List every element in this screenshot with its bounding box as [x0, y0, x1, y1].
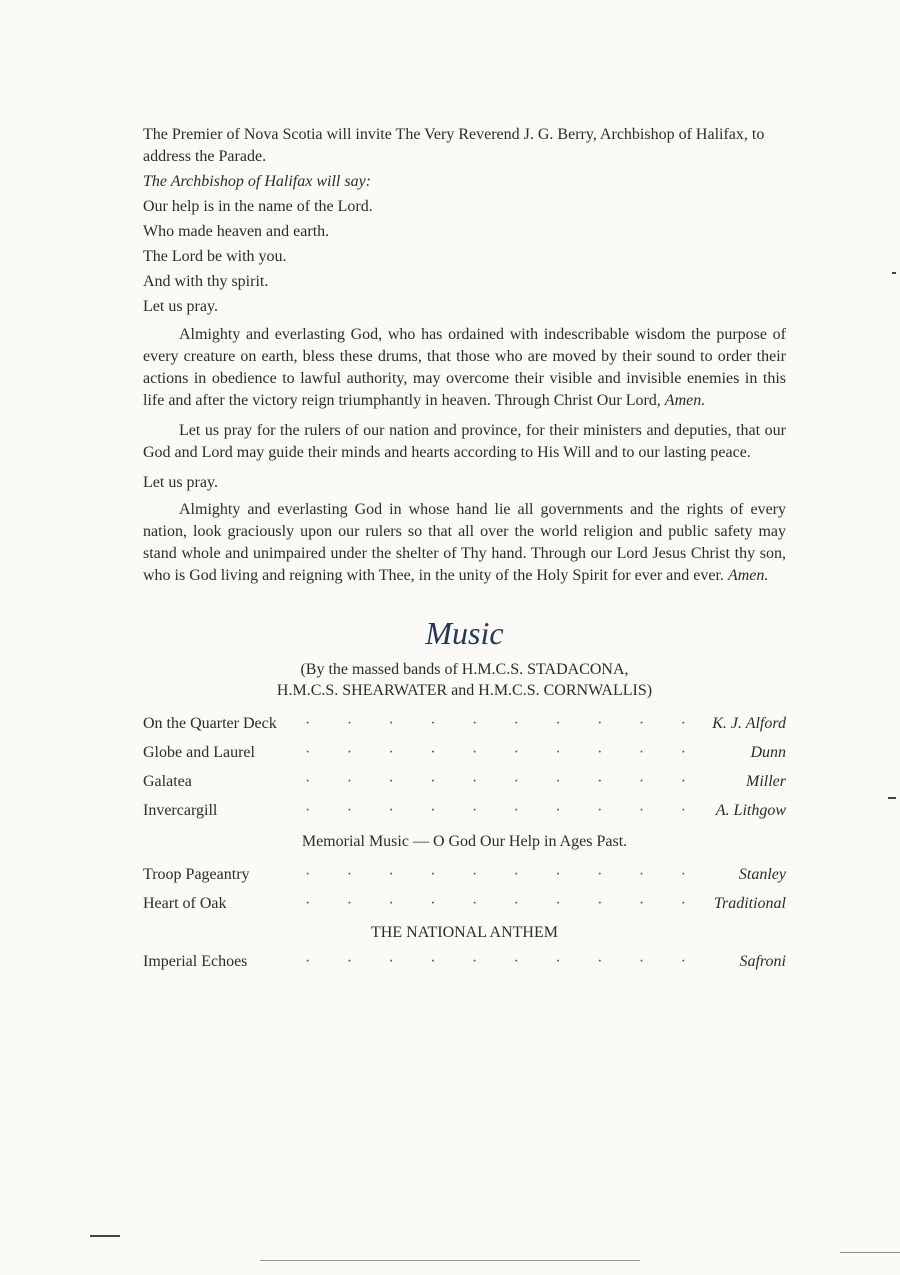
national-anthem: THE NATIONAL ANTHEM — [371, 924, 558, 941]
music-subtitle-line2: H.M.C.S. SHEARWATER and H.M.C.S. CORNWALLIS) — [276, 682, 653, 699]
music-row — [143, 889, 786, 918]
leader-dots: · · · · · · · · · · — [305, 866, 686, 883]
music-row — [143, 796, 786, 825]
music-title: Troop Pageantry — [143, 866, 250, 883]
prayer-governments-amen: Amen. — [727, 567, 769, 584]
versicle-line: Let us pray. — [143, 298, 218, 315]
music-composer: A. Lithgow — [715, 802, 786, 819]
prayer-governments — [143, 499, 786, 587]
invitation-text: The Premier of Nova Scotia will invite The Very Reverend J. G. Berry, Archbishop of Halifax, to address the Parade. — [143, 126, 765, 165]
music-composer: Safroni — [739, 953, 786, 970]
versicle-line: And with thy spirit. — [143, 273, 269, 290]
music-row — [143, 738, 786, 767]
leader-dots: · · · · · · · · · · — [305, 744, 686, 761]
prayer-drums-text: Almighty and everlasting God, who has ordained with indescribable wisdom the purpose of every creature on earth, bless these drums, that those who are moved by their sound to order their actions in obedience to lawful authority, may overcome their visible and invisible enemies in this life and after the victory reign triumphantly in heaven. Through Christ Our Lord, — [143, 326, 786, 409]
leader-dots: · · · · · · · · · · — [305, 773, 686, 790]
leader-dots: · · · · · · · · · · — [305, 953, 686, 970]
music-row — [143, 709, 786, 738]
music-subtitle-line1: (By the massed bands of H.M.C.S. STADACONA, — [300, 661, 629, 678]
let-us-pray: Let us pray. — [143, 474, 218, 491]
leader-dots: · · · · · · · · · · — [305, 715, 686, 732]
music-title: On the Quarter Deck — [143, 715, 277, 732]
music-row — [143, 947, 786, 976]
music-heading: Music — [425, 615, 504, 651]
music-composer: Traditional — [713, 895, 786, 912]
prayer-drums — [143, 324, 786, 412]
versicle-line: Who made heaven and earth. — [143, 223, 330, 240]
program-page — [143, 124, 786, 976]
scan-mark — [90, 1235, 120, 1237]
memorial-music: Memorial Music — O God Our Help in Ages Past. — [301, 833, 628, 850]
music-title: Galatea — [143, 773, 192, 790]
music-composer: Miller — [746, 773, 786, 790]
prayer-rulers: Let us pray for the rulers of our nation and province, for their ministers and deputies, that our God and Lord may guide their minds and hearts according to His Will and to our lasting peace. — [143, 422, 786, 461]
music-title: Globe and Laurel — [143, 744, 255, 761]
music-row — [143, 767, 786, 796]
versicle-line: The Lord be with you. — [143, 248, 287, 265]
music-row — [143, 860, 786, 889]
leader-dots: · · · · · · · · · · — [305, 895, 686, 912]
speaker-cue: The Archbishop of Halifax will say: — [143, 173, 371, 190]
music-title: Imperial Echoes — [143, 953, 248, 970]
scan-mark — [840, 1252, 900, 1253]
versicle-line: Our help is in the name of the Lord. — [143, 198, 373, 215]
prayer-drums-amen: Amen. — [664, 392, 706, 409]
music-title: Invercargill — [143, 802, 218, 819]
prayer-governments-text: Almighty and everlasting God in whose hand lie all governments and the rights of every nation, look graciously upon our rulers so that all over the world religion and public safety may stand whole and unimpaired under the shelter of Thy hand. Through our Lord Jesus Christ thy son, who is God living and reigning with Thee, in the unity of the Holy Spirit for ever and ever. — [143, 501, 786, 584]
music-title: Heart of Oak — [143, 895, 227, 912]
scan-mark — [260, 1260, 640, 1261]
music-composer: Stanley — [738, 866, 786, 883]
leader-dots: · · · · · · · · · · — [305, 802, 686, 819]
music-composer: K. J. Alford — [712, 715, 786, 732]
music-composer: Dunn — [750, 744, 786, 761]
scan-mark — [888, 797, 896, 799]
scan-mark — [892, 272, 896, 274]
